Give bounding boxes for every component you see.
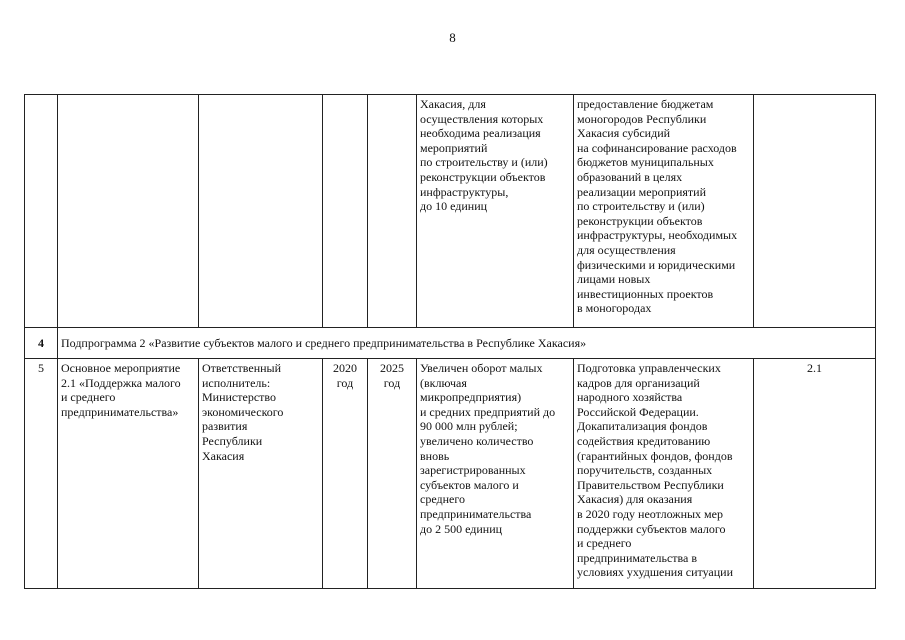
cell-measure-directions: Подготовка управленческих кадров для организаций народного хозяйства Российской Федерации. Докапитализация фондов содействия кредитованию (гарантийных фондов, фондов поручительств, созданных Правительством Республики Хакасия) для оказания в 2020 году неотложных мер поддержки субъектов малого и среднего предпринимательства в условиях ухудшения ситуации — [574, 359, 754, 589]
cell-measure-executor: Ответственный исполнитель: Министерство экономического развития Республики Хакасия — [199, 359, 323, 589]
cell-measure-link-code: 2.1 — [754, 359, 876, 589]
measures-table — [24, 94, 876, 589]
table-row-measure — [25, 359, 876, 589]
cell-measure-result: Увеличен оборот малых (включая микропредприятия) и средних предприятий до 90 000 млн рублей; увеличено количество вновь зарегистрированных субъектов малого и среднего предпринимательства до 2 500 единиц — [417, 359, 574, 589]
cell-measure-number: 5 — [25, 359, 58, 589]
cell-subprogram-number: 4 — [25, 328, 58, 359]
cell-executor-empty — [199, 95, 323, 328]
cell-measure-name: Основное мероприятие 2.1 «Поддержка малого и среднего предпринимательства» — [58, 359, 199, 589]
cell-measure-start-year: 2020 год — [323, 359, 368, 589]
cell-end-empty — [368, 95, 417, 328]
cell-link-empty — [754, 95, 876, 328]
table-row-subprogram — [25, 328, 876, 359]
cell-result-continuation: Хакасия, для осуществления которых необходима реализация мероприятий по строительству и (или) реконструкции объектов инфраструктуры, до 10 единиц — [417, 95, 574, 328]
cell-measure-end-year: 2025 год — [368, 359, 417, 589]
cell-directions-continuation: предоставление бюджетам моногородов Республики Хакасия субсидий на софинансирование расходов бюджетов муниципальных образований в целях реализации мероприятий по строительству и (или) реконструкции объектов инфраструктуры, необходимых для осуществления физическими и юридическими лицами новых инвестиционных проектов в моногородах — [574, 95, 754, 328]
cell-start-empty — [323, 95, 368, 328]
cell-number-empty — [25, 95, 58, 328]
cell-name-empty — [58, 95, 199, 328]
cell-subprogram-title: Подпрограмма 2 «Развитие субъектов малого и среднего предпринимательства в Республике Хакасия» — [58, 328, 876, 359]
page-number: 8 — [449, 30, 456, 45]
table-row-continuation — [25, 95, 876, 328]
